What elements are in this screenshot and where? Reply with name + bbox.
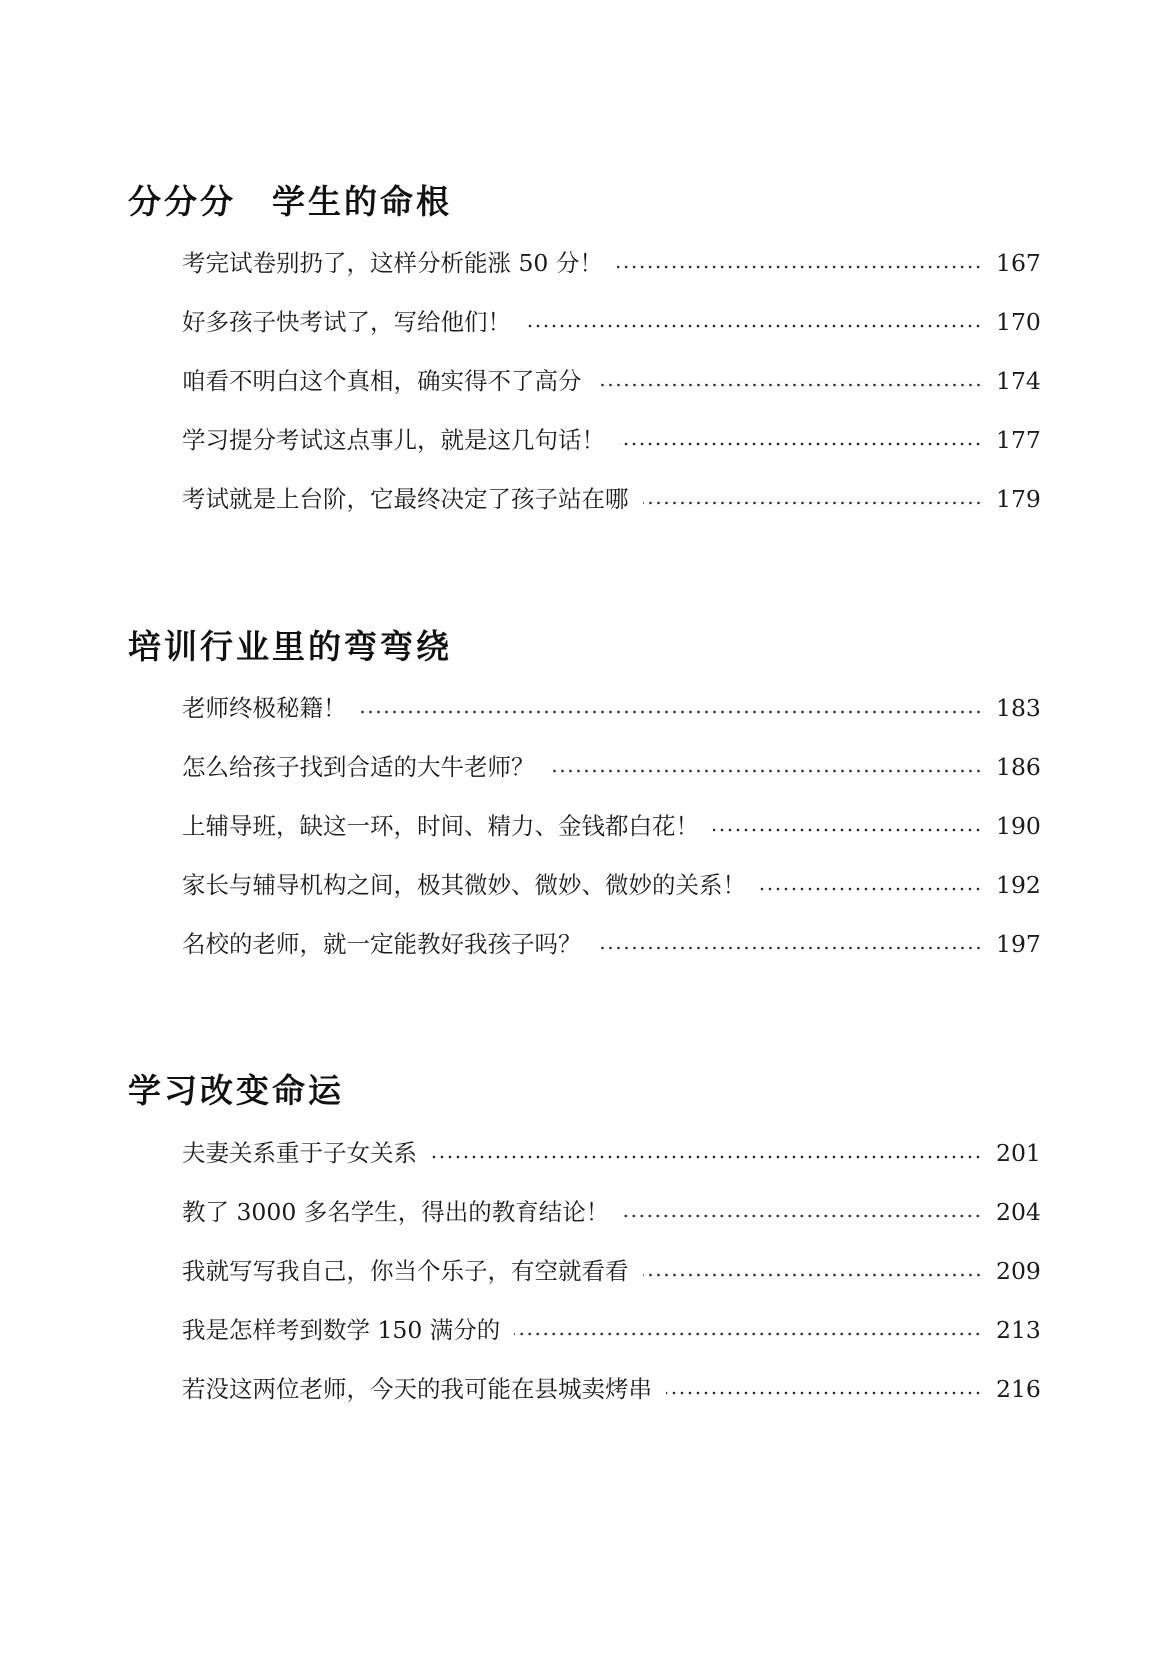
dot-leader [643,481,983,517]
toc-entry[interactable] [182,749,1040,785]
dot-leader [617,245,982,281]
toc-entry[interactable] [182,1135,1040,1171]
page-number: 167 [996,249,1041,277]
dot-leader [361,690,983,726]
dot-leader [760,867,982,903]
entry-title: 夫妻关系重于子女关系 [182,1139,417,1167]
dot-leader [431,1135,982,1171]
page-number: 190 [996,812,1041,840]
dot-leader [596,926,983,962]
dot-leader [623,1194,982,1230]
toc-entry[interactable] [182,808,1040,844]
page-number: 201 [996,1139,1041,1167]
dot-leader [514,1312,982,1348]
page-number: 170 [996,308,1041,336]
toc-entry[interactable] [182,1312,1040,1348]
toc-entry[interactable] [182,926,1040,962]
toc-entry[interactable] [182,1371,1040,1407]
entry-title: 学习提分考试这点事儿，就是这几句话！ [182,426,605,454]
page-number: 213 [996,1316,1041,1344]
toc-entry[interactable] [182,363,1040,399]
entry-title: 好多孩子快考试了，写给他们！ [182,308,511,336]
entry-title: 我就写写我自己，你当个乐子，有空就看看 [182,1257,629,1285]
page-number: 183 [996,694,1041,722]
entry-title: 考完试卷别扔了，这样分析能涨 50 分！ [182,249,603,277]
toc-entry[interactable] [182,867,1040,903]
entry-title: 教了 3000 多名学生，得出的教育结论！ [182,1198,610,1226]
dot-leader [713,808,982,844]
dot-leader [549,749,983,785]
page-number: 197 [996,930,1041,958]
toc-entry[interactable] [182,1194,1040,1230]
page-number: 174 [996,367,1041,395]
entry-title: 名校的老师，就一定能教好我孩子吗？ [182,930,582,958]
page-number: 186 [996,753,1041,781]
dot-leader [596,363,983,399]
toc-entry[interactable] [182,245,1040,281]
page-number: 192 [996,871,1041,899]
page-number: 179 [996,485,1041,513]
toc-entry[interactable] [182,481,1040,517]
toc-entry[interactable] [182,304,1040,340]
section-title: 学习改变命运 [128,1071,344,1110]
entry-title: 咱看不明白这个真相，确实得不了高分 [182,367,582,395]
dot-leader [666,1371,982,1407]
entry-title: 考试就是上台阶，它最终决定了孩子站在哪 [182,485,629,513]
entry-title: 若没这两位老师，今天的我可能在县城卖烤串 [182,1375,652,1403]
entry-title: 家长与辅导机构之间，极其微妙、微妙、微妙的关系！ [182,871,746,899]
entry-title: 老师终极秘籍！ [182,694,347,722]
dot-leader [619,422,982,458]
toc-entry[interactable] [182,422,1040,458]
page-number: 216 [996,1375,1041,1403]
page-number: 177 [996,426,1041,454]
entry-title: 我是怎样考到数学 150 满分的 [182,1316,501,1344]
page-number: 204 [996,1198,1041,1226]
entry-title: 上辅导班，缺这一环，时间、精力、金钱都白花！ [182,812,699,840]
dot-leader [643,1253,983,1289]
page-number: 209 [996,1257,1041,1285]
section-title: 培训行业里的弯弯绕 [128,627,452,666]
toc-entry[interactable] [182,1253,1040,1289]
section-title: 分分分 学生的命根 [128,182,452,221]
entry-title: 怎么给孩子找到合适的大牛老师？ [182,753,535,781]
dot-leader [525,304,982,340]
toc-entry[interactable] [182,690,1040,726]
